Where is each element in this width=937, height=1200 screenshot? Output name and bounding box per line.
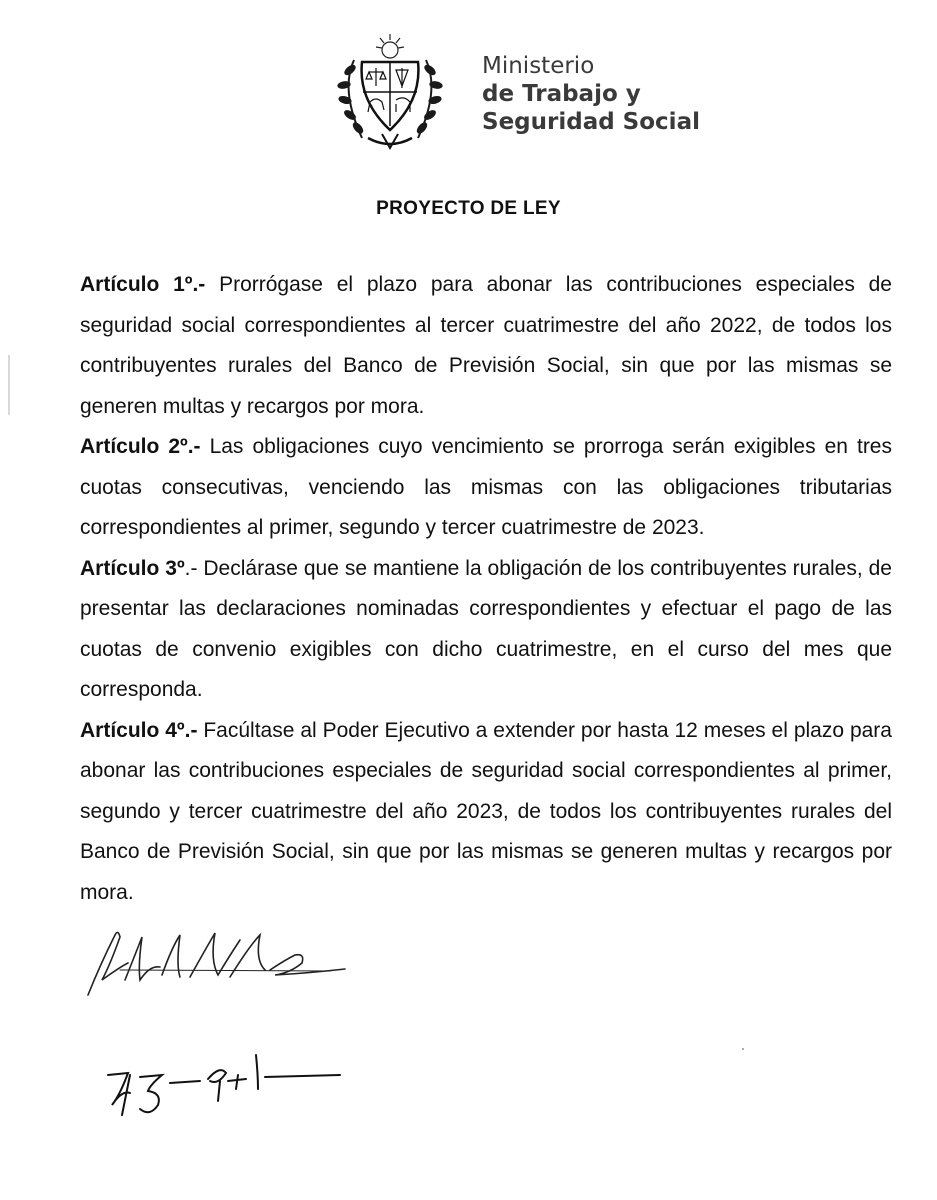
ministry-line-2: de Trabajo y xyxy=(482,81,641,107)
article-label: Artículo 1º.- xyxy=(80,273,206,296)
article-4 xyxy=(80,711,892,914)
coat-of-arms-icon xyxy=(332,30,447,155)
article-text: Prorrógase el plazo para abonar las contribuciones especiales de seguridad social correspondientes al tercer cuatrimestre del año 2022, de todos los contribuyentes rurales del Banco de Previsión Social, sin que por las mismas se generen multas y recargos por mora. xyxy=(80,273,892,418)
article-2 xyxy=(80,427,892,549)
document-title: PROYECTO DE LEY xyxy=(376,198,561,219)
article-text: Facúltase al Poder Ejecutivo a extender por hasta 12 meses el plazo para abonar las contribuciones especiales de seguridad social correspondientes al primer, segundo y tercer cuatrimestre del año 2023, de todos los contribuyentes rurales del Banco de Previsión Social, sin que por las mismas se generen multas y recargos por mora. xyxy=(80,718,892,904)
scan-edge-mark xyxy=(8,355,10,415)
article-text: Las obligaciones cuyo vencimiento se prorroga serán exigibles en tres cuotas consecutivas, venciendo las mismas con las obligaciones tributarias correspondientes al primer, segundo y tercer cuatrimestre de 2023. xyxy=(80,435,892,539)
article-label: Artículo 4º.- xyxy=(80,718,198,742)
scan-dot xyxy=(742,1048,744,1050)
article-label: Artículo 2º.- xyxy=(80,435,201,458)
ministry-name xyxy=(482,52,700,136)
article-label: Artículo 3º xyxy=(80,556,185,580)
article-1 xyxy=(80,265,892,427)
ministry-line-3: Seguridad Social xyxy=(482,109,700,135)
article-text: .- Declárase que se mantiene la obligación de los contribuyentes rurales, de presentar las declaraciones nominadas correspondientes y efectuar el pago de las cuotas de convenio exigibles con dicho cuatrimestre, en el curso del mes que corresponda. xyxy=(80,556,892,701)
article-3 xyxy=(80,549,892,711)
signature-2 xyxy=(100,1045,350,1125)
signature-1 xyxy=(80,925,350,1000)
document-body xyxy=(80,265,892,913)
letterhead xyxy=(332,30,752,160)
ministry-line-1: Ministerio xyxy=(482,53,595,79)
